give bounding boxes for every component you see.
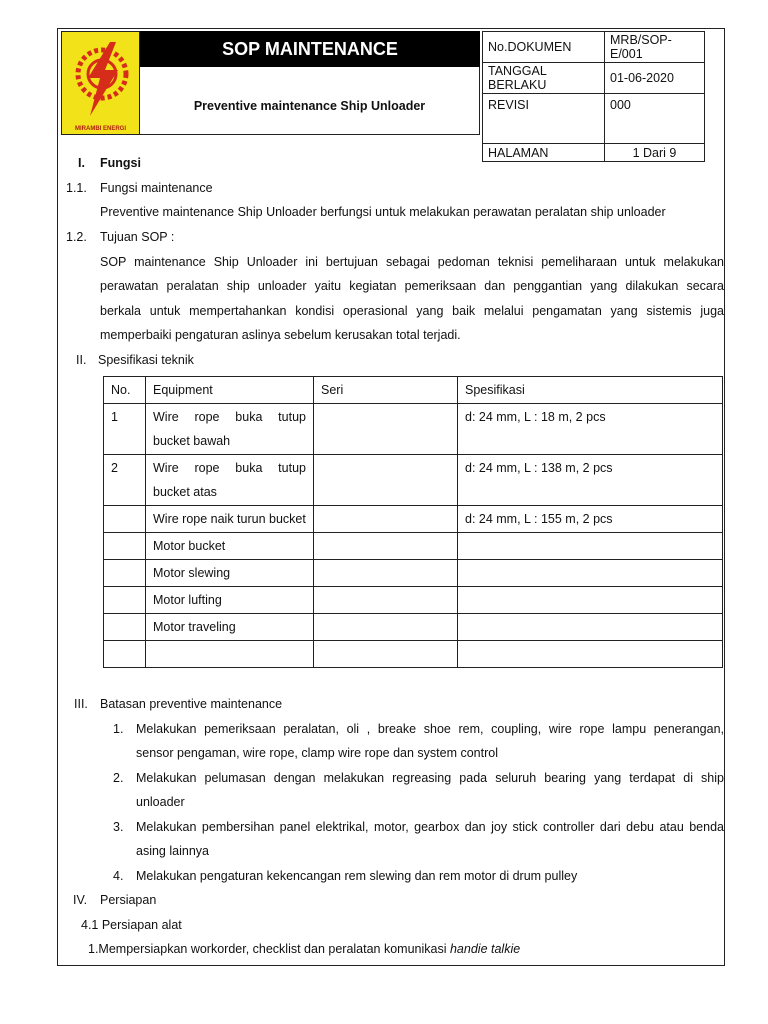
lightning-logo-icon xyxy=(62,32,139,134)
meta-row xyxy=(483,63,705,94)
col-header-seri: Seri xyxy=(314,377,458,404)
subsection-1-1-title: Fungsi maintenance xyxy=(100,181,213,195)
cell-seri xyxy=(314,560,458,587)
cell-no xyxy=(104,641,146,668)
cell-equipment: Motor traveling xyxy=(146,614,314,641)
list-item-line: Melakukan pengaturan kekencangan rem slewing dan rem motor di drum pulley xyxy=(136,869,578,883)
cell-spec xyxy=(458,560,723,587)
subsection-4-1-title: 4.1 Persiapan alat xyxy=(81,918,182,932)
table-row xyxy=(104,641,723,668)
table-row xyxy=(104,404,723,455)
document-header xyxy=(61,31,721,160)
subsection-1-2-number: 1.2. xyxy=(66,230,87,244)
paragraph-line: memperbaiki pengaturan aslinya sebelum kerusakan total terjadi. xyxy=(100,328,461,342)
paragraph-line: berkala untuk mempertahankan kondisi operasional yang baik melalui pengamatan yang sistemis juga xyxy=(100,304,724,318)
preparation-item-text: 1.Mempersiapkan workorder, checklist dan peralatan komunikasi xyxy=(88,942,450,956)
spec-table xyxy=(103,376,723,668)
table-row xyxy=(104,587,723,614)
cell-equipment: Motor slewing xyxy=(146,560,314,587)
meta-label: HALAMAN xyxy=(483,144,605,162)
cell-equipment: Wire rope naik turun bucket xyxy=(146,506,314,533)
cell-equipment: Wire rope buka tutup bucket bawah xyxy=(146,404,314,455)
meta-value: 01-06-2020 xyxy=(605,63,705,94)
spec-table-header xyxy=(104,377,723,404)
company-logo xyxy=(61,31,140,135)
cell-spec xyxy=(458,533,723,560)
meta-label: REVISI xyxy=(483,94,605,144)
document-page xyxy=(57,28,725,966)
list-item-number: 2. xyxy=(113,771,124,785)
table-row xyxy=(104,533,723,560)
meta-label: No.DOKUMEN xyxy=(483,32,605,63)
cell-seri xyxy=(314,641,458,668)
cell-no xyxy=(104,587,146,614)
cell-equipment xyxy=(146,641,314,668)
list-item-line: Melakukan pelumasan dengan melakukan regreasing pada seluruh bearing yang terdapat di ship xyxy=(136,771,724,785)
section-1-title: Fungsi xyxy=(100,156,141,170)
cell-no xyxy=(104,533,146,560)
cell-no: 1 xyxy=(104,404,146,455)
section-2-number: II. xyxy=(76,353,87,367)
list-item-line: Melakukan pembersihan panel elektrikal, motor, gearbox dan joy stick controller dari debu atau benda xyxy=(136,820,724,834)
paragraph-line: SOP maintenance Ship Unloader ini bertujuan sebagai pedoman teknisi pemeliharaan untuk melakukan xyxy=(100,255,724,269)
cell-seri xyxy=(314,404,458,455)
list-item-line: sensor pengaman, wire rope, clamp wire rope dan system control xyxy=(136,746,498,760)
meta-label: TANGGAL BERLAKU xyxy=(483,63,605,94)
cell-spec: d: 24 mm, L : 18 m, 2 pcs xyxy=(458,404,723,455)
cell-no xyxy=(104,614,146,641)
table-row xyxy=(104,614,723,641)
preparation-item-italic: handie talkie xyxy=(449,942,521,956)
meta-row xyxy=(483,94,705,144)
meta-value: 000 xyxy=(605,94,705,144)
cell-spec xyxy=(458,614,723,641)
cell-seri xyxy=(314,533,458,560)
table-row xyxy=(104,506,723,533)
table-row xyxy=(104,455,723,506)
list-item-number: 1. xyxy=(113,722,124,736)
cell-seri xyxy=(314,587,458,614)
list-item-line: unloader xyxy=(136,795,185,809)
section-2-title: Spesifikasi teknik xyxy=(98,353,194,367)
cell-no xyxy=(104,560,146,587)
document-meta-table xyxy=(482,31,705,162)
section-1-number: I. xyxy=(78,156,85,170)
document-title: SOP MAINTENANCE xyxy=(140,31,480,67)
table-row xyxy=(104,560,723,587)
col-header-no: No. xyxy=(104,377,146,404)
col-header-spesifikasi: Spesifikasi xyxy=(458,377,723,404)
subsection-1-1-text: Preventive maintenance Ship Unloader berfungsi untuk melakukan perawatan peralatan ship unloader xyxy=(100,205,666,219)
meta-row xyxy=(483,144,705,162)
cell-no: 2 xyxy=(104,455,146,506)
logo-caption: MIRAMBI ENERGI xyxy=(75,126,126,132)
preparation-item xyxy=(88,942,520,957)
list-item-number: 3. xyxy=(113,820,124,834)
cell-equipment: Wire rope buka tutup bucket atas xyxy=(146,455,314,506)
subsection-1-1-number: 1.1. xyxy=(66,181,87,195)
col-header-equipment: Equipment xyxy=(146,377,314,404)
section-3-title: Batasan preventive maintenance xyxy=(100,697,283,711)
meta-row xyxy=(483,32,705,63)
section-4-number: IV. xyxy=(73,893,88,907)
meta-value: 1 Dari 9 xyxy=(605,144,705,162)
paragraph-line: perawatan peralatan ship unloader yaitu kegiatan pemeriksaan dan penggantian yang dilakukan secara xyxy=(100,279,724,293)
list-item-number: 4. xyxy=(113,869,124,883)
list-item-line: asing lainnya xyxy=(136,844,209,858)
section-4-title: Persiapan xyxy=(100,893,157,907)
meta-value: MRB/SOP-E/001 xyxy=(605,32,705,63)
cell-spec: d: 24 mm, L : 155 m, 2 pcs xyxy=(458,506,723,533)
cell-spec xyxy=(458,587,723,614)
cell-equipment: Motor lufting xyxy=(146,587,314,614)
cell-spec xyxy=(458,641,723,668)
document-subtitle: Preventive maintenance Ship Unloader xyxy=(140,67,480,135)
cell-seri xyxy=(314,455,458,506)
cell-seri xyxy=(314,614,458,641)
section-3-number: III. xyxy=(74,697,88,711)
cell-spec: d: 24 mm, L : 138 m, 2 pcs xyxy=(458,455,723,506)
cell-seri xyxy=(314,506,458,533)
cell-no xyxy=(104,506,146,533)
cell-equipment: Motor bucket xyxy=(146,533,314,560)
list-item-line: Melakukan pemeriksaan peralatan, oli , breake shoe rem, coupling, wire rope lampu penerangan, xyxy=(136,722,724,736)
subsection-1-2-title: Tujuan SOP : xyxy=(100,230,175,244)
